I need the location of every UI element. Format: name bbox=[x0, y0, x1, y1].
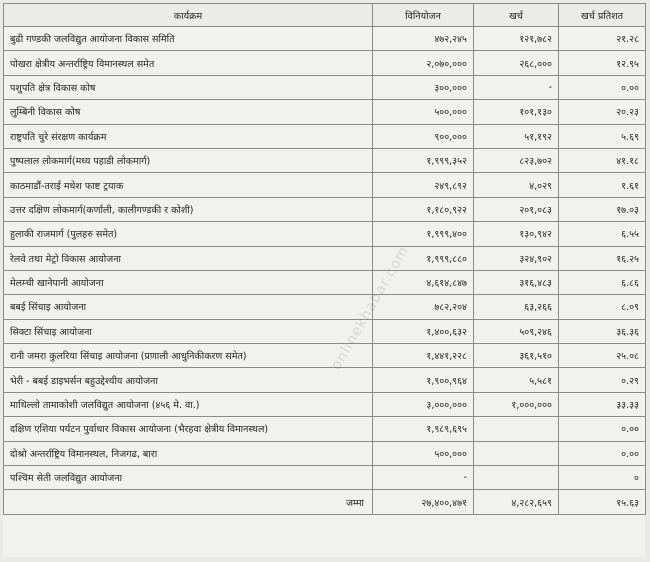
cell-allocation: ४,६१४,८४७ bbox=[373, 270, 474, 294]
table-row bbox=[4, 222, 646, 246]
cell-percent: ०.२९ bbox=[559, 368, 646, 392]
cell-expense: ३६१,५१० bbox=[474, 344, 559, 368]
watermark: onlinekhabar.com bbox=[328, 243, 413, 373]
table-row bbox=[4, 27, 646, 51]
cell-allocation: १,९९९,४०० bbox=[373, 222, 474, 246]
cell-program: दक्षिण एशिया पर्यटन पुर्वाधार विकास आयोजना (भैरहवा क्षेत्रीय विमानस्थल) bbox=[4, 417, 373, 441]
cell-allocation: ७८२,२०४ bbox=[373, 295, 474, 319]
cell-allocation: १,९९९,८८० bbox=[373, 246, 474, 270]
cell-expense: ४,०२९ bbox=[474, 173, 559, 197]
total-expense: ४,२८२,६५९ bbox=[474, 490, 559, 514]
cell-allocation: १,१८०,९२२ bbox=[373, 197, 474, 221]
cell-expense: - bbox=[474, 75, 559, 99]
cell-expense: २०१,०८३ bbox=[474, 197, 559, 221]
cell-percent: ० bbox=[559, 466, 646, 490]
cell-allocation: २४९,८९२ bbox=[373, 173, 474, 197]
cell-program: पुष्पलाल लोकमार्ग(मध्य पहाडी लोकमार्ग) bbox=[4, 148, 373, 172]
cell-expense: १२१,७८२ bbox=[474, 27, 559, 51]
cell-percent: ६.५५ bbox=[559, 222, 646, 246]
table-header-row bbox=[4, 4, 646, 27]
cell-expense: ३२४,९०२ bbox=[474, 246, 559, 270]
cell-program: रानी जमरा कुलरिया सिंचाइ आयोजना (प्रणाली आधुनिकीकरण समेत) bbox=[4, 344, 373, 368]
cell-program: पोखरा क्षेत्रीय अन्तर्राष्ट्रिय विमानस्थल समेत bbox=[4, 51, 373, 75]
cell-program: उत्तर दक्षिण लोकमार्ग(कर्णाली, कालीगण्डकी र कोशी) bbox=[4, 197, 373, 221]
cell-allocation: ९००,००० bbox=[373, 124, 474, 148]
table-row bbox=[4, 246, 646, 270]
table-row bbox=[4, 466, 646, 490]
cell-program: मेलम्ची खानेपानी आयोजना bbox=[4, 270, 373, 294]
header-expense-percent: खर्च प्रतिशत bbox=[559, 4, 646, 27]
cell-program: माथिल्लो तामाकोशी जलविद्युत आयोजना (४५६ मे. वा.) bbox=[4, 392, 373, 416]
budget-table bbox=[3, 3, 646, 515]
cell-expense: ५०९,२४६ bbox=[474, 319, 559, 343]
table-row bbox=[4, 124, 646, 148]
total-percent: १५.६३ bbox=[559, 490, 646, 514]
cell-expense: ५१,१९२ bbox=[474, 124, 559, 148]
budget-table-sheet bbox=[3, 3, 645, 557]
cell-percent: ३३.३३ bbox=[559, 392, 646, 416]
cell-expense: ३१६,४८३ bbox=[474, 270, 559, 294]
cell-program: बुढी गण्डकी जलविद्युत आयोजना विकास समिति bbox=[4, 27, 373, 51]
header-expense: खर्च bbox=[474, 4, 559, 27]
total-label: जम्मा bbox=[4, 490, 373, 514]
cell-percent: २०.२३ bbox=[559, 100, 646, 124]
cell-expense: ६३,२६६ bbox=[474, 295, 559, 319]
table-row bbox=[4, 319, 646, 343]
cell-percent: २१.२८ bbox=[559, 27, 646, 51]
table-row bbox=[4, 100, 646, 124]
cell-expense: ८२३,७०२ bbox=[474, 148, 559, 172]
total-allocation: २७,४००,४७१ bbox=[373, 490, 474, 514]
cell-percent: ६.८६ bbox=[559, 270, 646, 294]
table-row bbox=[4, 270, 646, 294]
cell-program: काठमाडौं-तराई मधेश फाष्ट ट्रयाक bbox=[4, 173, 373, 197]
table-row bbox=[4, 417, 646, 441]
header-program: कार्यक्रम bbox=[4, 4, 373, 27]
cell-allocation: १,९००,९६४ bbox=[373, 368, 474, 392]
cell-program: रेलवे तथा मेट्रो विकास आयोजना bbox=[4, 246, 373, 270]
cell-percent: ८.०९ bbox=[559, 295, 646, 319]
table-row bbox=[4, 148, 646, 172]
cell-program: बबई सिंचाइ आयोजना bbox=[4, 295, 373, 319]
cell-expense bbox=[474, 466, 559, 490]
cell-expense: १३०,९४२ bbox=[474, 222, 559, 246]
table-row bbox=[4, 441, 646, 465]
cell-allocation: ३००,००० bbox=[373, 75, 474, 99]
cell-percent: १२.९५ bbox=[559, 51, 646, 75]
cell-percent: २५.०८ bbox=[559, 344, 646, 368]
cell-allocation: ५००,००० bbox=[373, 100, 474, 124]
cell-allocation: ३,०००,००० bbox=[373, 392, 474, 416]
total-row bbox=[4, 490, 646, 514]
table-row bbox=[4, 295, 646, 319]
cell-allocation: १,९८९,६९५ bbox=[373, 417, 474, 441]
cell-allocation: १,४४१,२२८ bbox=[373, 344, 474, 368]
cell-allocation: १,४००,६३२ bbox=[373, 319, 474, 343]
cell-percent: १७.०३ bbox=[559, 197, 646, 221]
cell-program: हुलाकी राजमार्ग (पुलहरु समेत) bbox=[4, 222, 373, 246]
cell-expense: ५,५८१ bbox=[474, 368, 559, 392]
cell-program: दोश्रो अन्तर्राष्ट्रिय विमानस्थल, निजगढ, बारा bbox=[4, 441, 373, 465]
header-allocation: विनियोजन bbox=[373, 4, 474, 27]
cell-expense: २६८,००० bbox=[474, 51, 559, 75]
cell-allocation: ५००,००० bbox=[373, 441, 474, 465]
cell-program: लुम्बिनी विकास कोष bbox=[4, 100, 373, 124]
cell-expense bbox=[474, 417, 559, 441]
cell-expense bbox=[474, 441, 559, 465]
table-row bbox=[4, 392, 646, 416]
cell-percent: ०.०० bbox=[559, 441, 646, 465]
cell-program: राष्ट्रपति चुरे संरक्षण कार्यक्रम bbox=[4, 124, 373, 148]
cell-allocation: १,९९९,३५२ bbox=[373, 148, 474, 172]
cell-allocation: - bbox=[373, 466, 474, 490]
cell-percent: ०.०० bbox=[559, 75, 646, 99]
cell-percent: १६.२५ bbox=[559, 246, 646, 270]
cell-expense: १,०००,००० bbox=[474, 392, 559, 416]
table-row bbox=[4, 173, 646, 197]
table-row bbox=[4, 368, 646, 392]
cell-allocation: ४७२,२४५ bbox=[373, 27, 474, 51]
cell-percent: ५.६९ bbox=[559, 124, 646, 148]
cell-program: भेरी - बबई डाइभर्सन बहुउद्देश्यीय आयोजना bbox=[4, 368, 373, 392]
cell-percent: ३६.३६ bbox=[559, 319, 646, 343]
table-row bbox=[4, 197, 646, 221]
cell-expense: १०१,१३० bbox=[474, 100, 559, 124]
cell-program: सिक्टा सिंचाइ आयोजना bbox=[4, 319, 373, 343]
table-row bbox=[4, 51, 646, 75]
cell-allocation: २,०७०,००० bbox=[373, 51, 474, 75]
cell-percent: १.६१ bbox=[559, 173, 646, 197]
table-row bbox=[4, 344, 646, 368]
cell-percent: ४१.१८ bbox=[559, 148, 646, 172]
table-row bbox=[4, 75, 646, 99]
table-body bbox=[4, 27, 646, 490]
cell-program: पशुपति क्षेत्र विकास कोष bbox=[4, 75, 373, 99]
cell-percent: ०.०० bbox=[559, 417, 646, 441]
cell-program: पश्चिम सेती जलविद्युत आयोजना bbox=[4, 466, 373, 490]
